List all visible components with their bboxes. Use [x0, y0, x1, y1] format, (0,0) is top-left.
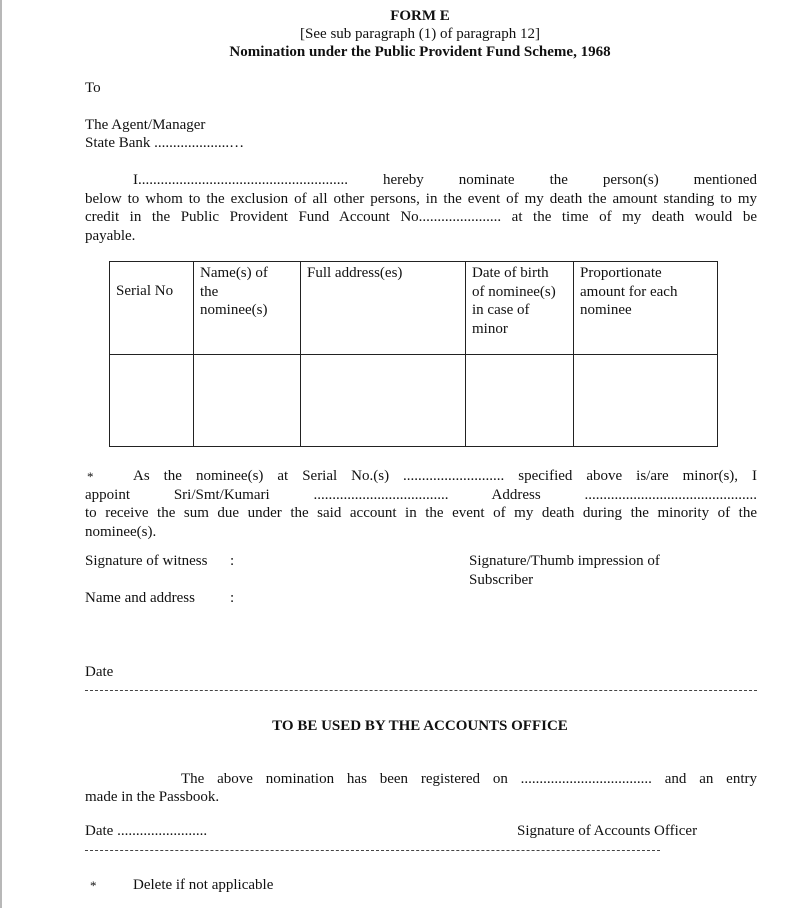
subscriber-label: Subscriber [469, 572, 534, 588]
cell-nominee-name[interactable] [194, 355, 301, 447]
header-full-address: Full address(es) [301, 262, 466, 355]
agent-manager: The Agent/Manager [85, 117, 206, 133]
header-date-of-birth: Date of birth of nominee(s) in case of minor [466, 262, 574, 355]
nomination-line: payable. [85, 227, 136, 244]
cell-date-of-birth[interactable] [466, 355, 574, 447]
form-subtitle: Nomination under the Public Provident Fund Scheme, 1968 [229, 44, 611, 60]
nomination-line: below to whom to the exclusion of all other persons, in the event of my death the amount standing to my [85, 190, 757, 207]
colon: : [230, 590, 235, 606]
cell-address[interactable] [301, 355, 466, 447]
table-row [110, 355, 718, 447]
minor-line: to receive the sum due under the said account in the event of my death during the minority of the [85, 505, 757, 521]
page-edge [0, 0, 2, 908]
table-header-row [110, 262, 718, 355]
cell-amount[interactable] [574, 355, 718, 447]
passbook-line: made in the Passbook. [85, 789, 220, 805]
nominee-table [109, 261, 718, 447]
name-address-label: Name and address [85, 590, 195, 606]
header-proportionate-amount: Proportionate amount for each nominee [574, 262, 718, 355]
office-date-field: Date ........................ [85, 823, 208, 839]
form-reference: [See sub paragraph (1) of paragraph 12] [300, 26, 540, 42]
colon: : [230, 553, 235, 569]
state-bank-field: State Bank ....................… [85, 135, 245, 151]
divider [85, 690, 757, 691]
minor-line: appoint Sri/Smt/Kumari .................................... Address .............................................. [85, 486, 757, 503]
to-label: To [85, 80, 101, 96]
header-serial-no: Serial No [110, 262, 194, 355]
office-heading: TO BE USED BY THE ACCOUNTS OFFICE [272, 718, 568, 734]
form-title: FORM E [390, 8, 450, 24]
nomination-line: I........................................................ hereby nominate the person(s) mentioned [133, 172, 757, 188]
minor-line: nominee(s). [85, 523, 157, 540]
minor-line: As the nominee(s) at Serial No.(s) ........................... specified above is/are minor(s), I [133, 468, 757, 484]
cell-serial-no[interactable] [110, 355, 194, 447]
accounts-officer-signature: Signature of Accounts Officer [517, 823, 698, 839]
footnote-asterisk: * [90, 878, 97, 893]
divider [85, 850, 660, 851]
witness-signature-label: Signature of witness [85, 553, 208, 569]
registration-line: The above nomination has been registered on ................................... and an entry [181, 771, 757, 787]
nomination-line: credit in the Public Provident Fund Account No...................... at the time of my death would be [85, 209, 757, 225]
asterisk-marker: * [87, 469, 94, 484]
subscriber-signature-label: Signature/Thumb impression of [469, 553, 660, 569]
date-label: Date [85, 664, 114, 680]
footnote-text: Delete if not applicable [133, 877, 274, 893]
header-nominee-names: Name(s) of the nominee(s) [194, 262, 301, 355]
